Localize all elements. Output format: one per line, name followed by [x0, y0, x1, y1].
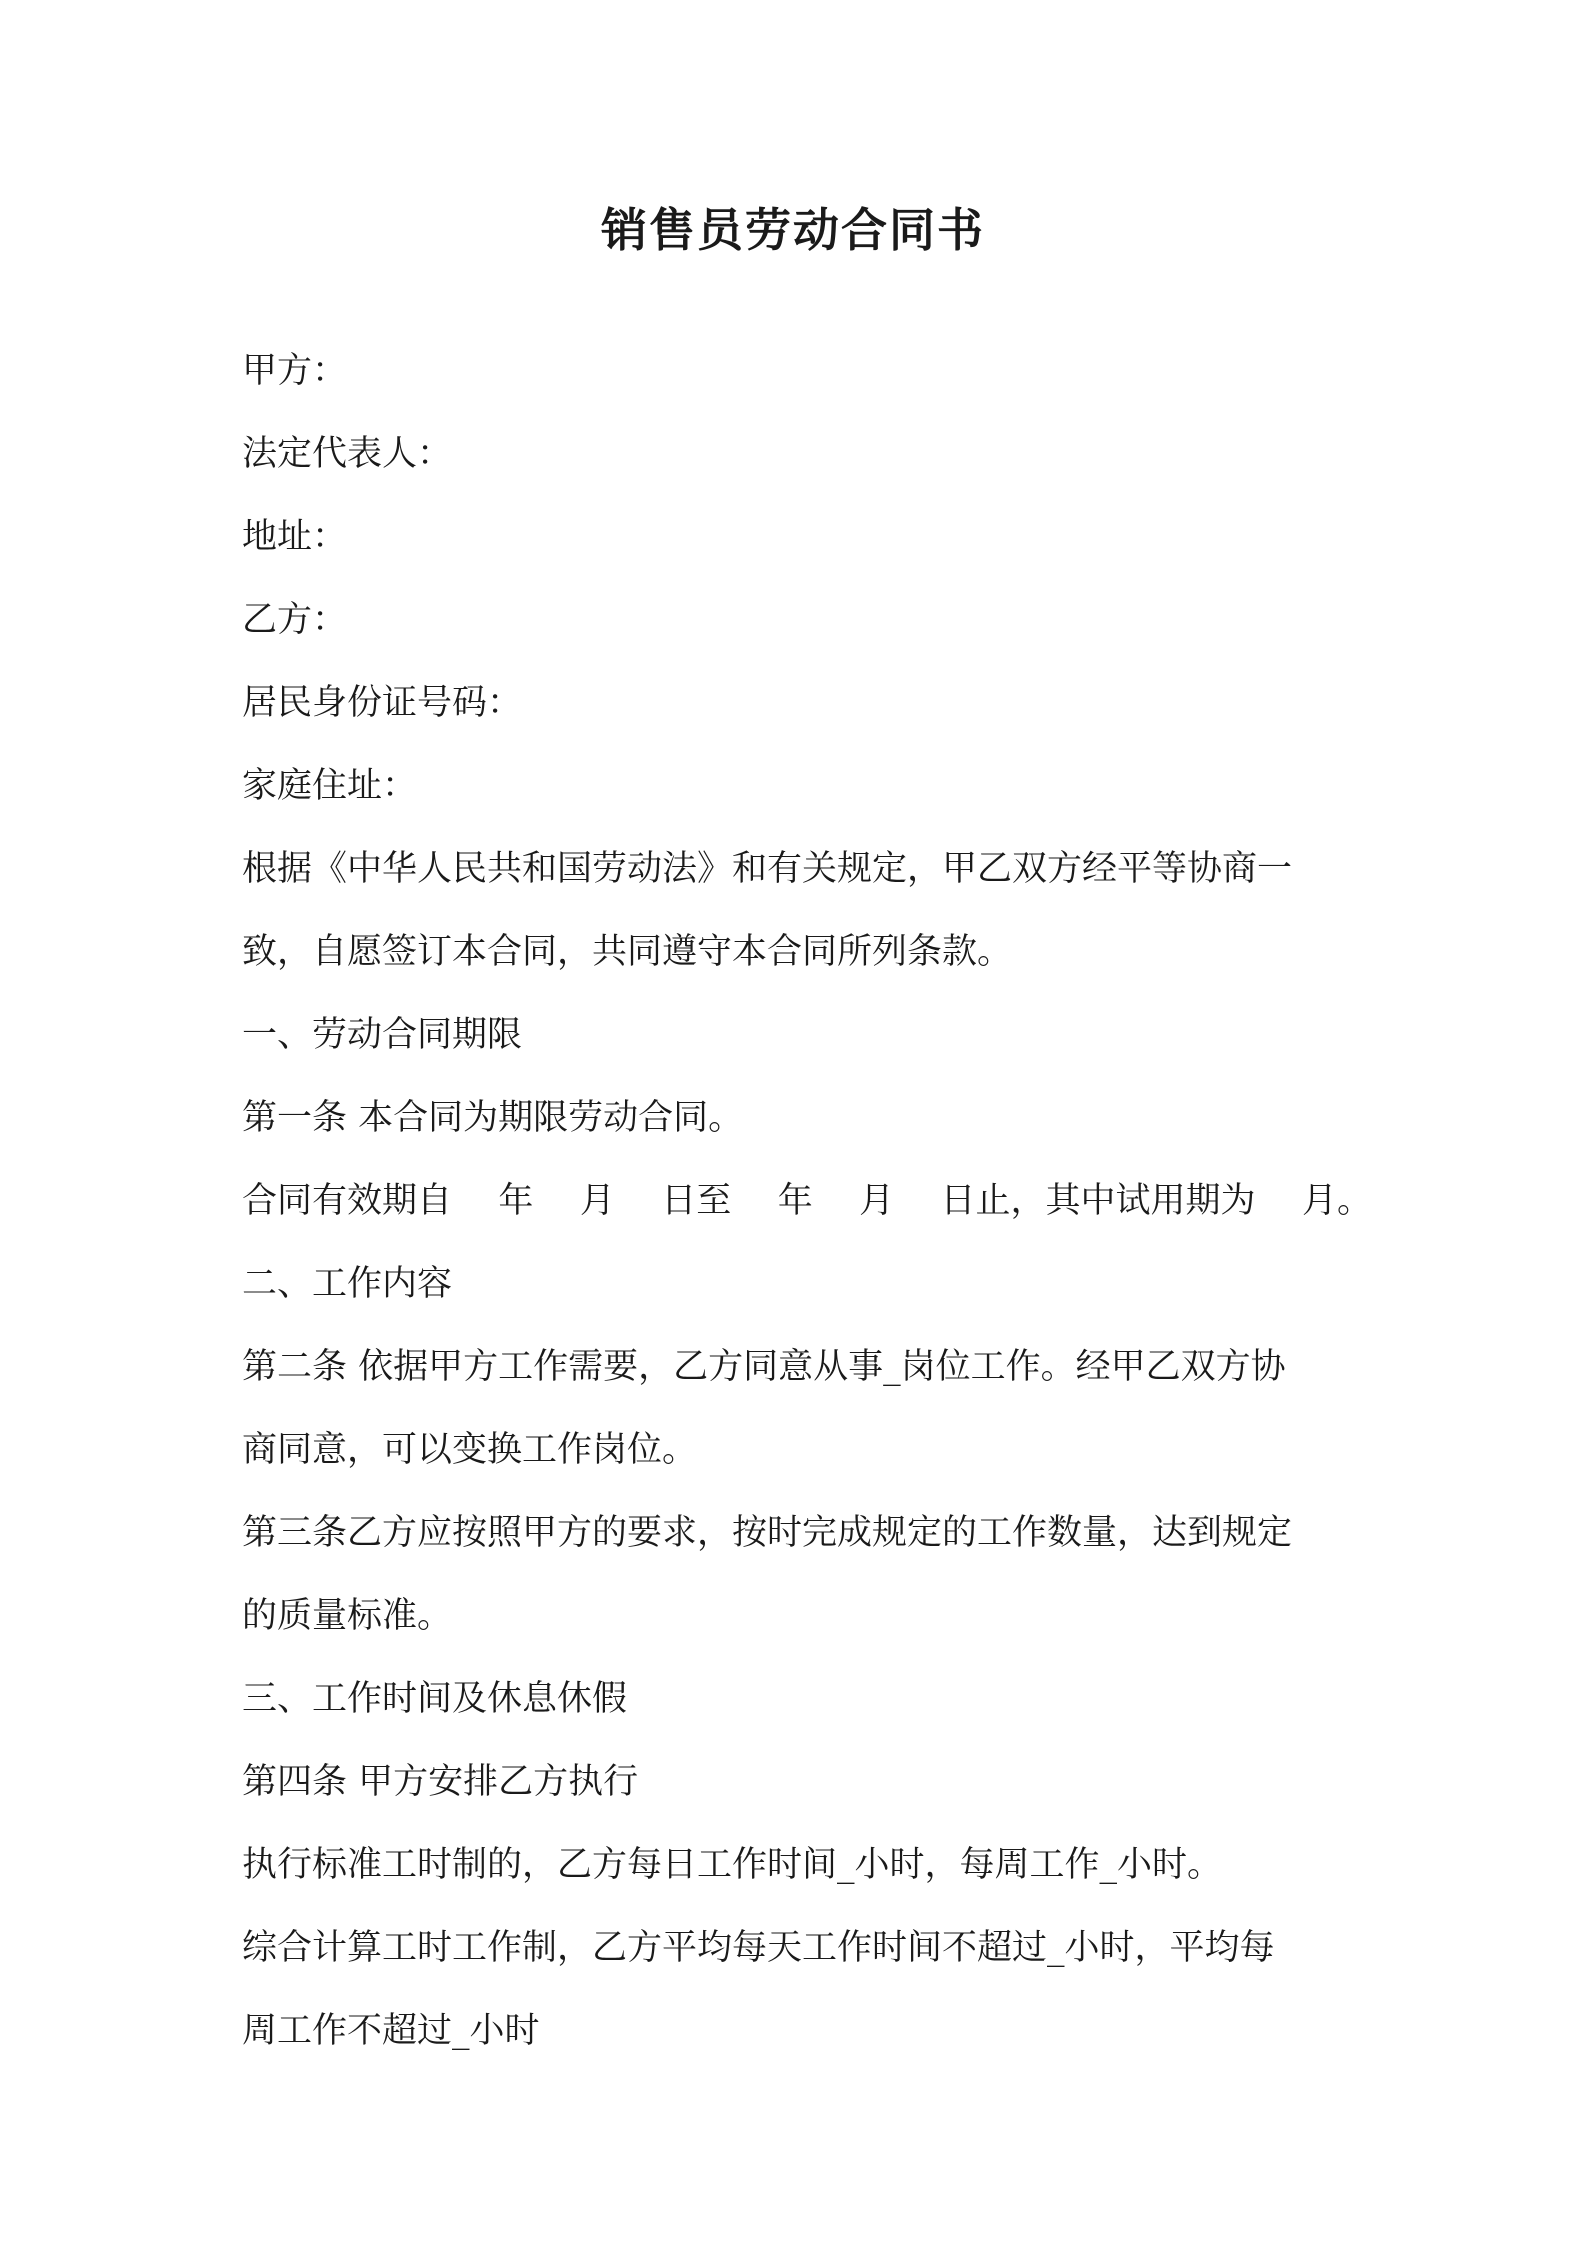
article-4: 第四条 甲方安排乙方执行 — [242, 1762, 639, 1802]
legal-representative-label: 法定代表人： — [242, 434, 453, 474]
home-address-label: 家庭住址： — [242, 766, 418, 806]
date-part: 月 — [579, 1181, 615, 1221]
comprehensive-hours-line-2: 周工作不超过_小时 — [242, 2011, 540, 2051]
article-3-line-1: 第三条乙方应按照甲方的要求，按时完成规定的工作数量，达到规定 — [242, 1513, 1293, 1553]
date-part: 年 — [498, 1181, 534, 1221]
date-part: 月 — [859, 1181, 895, 1221]
date-part: 月。 — [1301, 1181, 1372, 1221]
date-part: 日止，其中试用期为 — [940, 1181, 1256, 1221]
article-3-line-2: 的质量标准。 — [242, 1596, 453, 1636]
contract-title: 销售员劳动合同书 — [601, 203, 985, 257]
preamble-line-2: 致，自愿签订本合同，共同遵守本合同所列条款。 — [242, 932, 1013, 972]
section-3-heading: 三、工作时间及休息休假 — [242, 1679, 628, 1719]
date-part: 日至 — [661, 1181, 732, 1221]
id-number-label: 居民身份证号码： — [242, 683, 523, 723]
address-label: 地址： — [242, 517, 348, 557]
party-b-label: 乙方： — [242, 600, 348, 640]
section-2-heading: 二、工作内容 — [242, 1264, 453, 1304]
preamble-line-1: 根据《中华人民共和国劳动法》和有关规定，甲乙双方经平等协商一 — [242, 849, 1293, 889]
article-1: 第一条 本合同为期限劳动合同。 — [242, 1098, 744, 1138]
contract-body — [242, 330, 1372, 2073]
standard-hours-line: 执行标准工时制的，乙方每日工作时间_小时，每周工作_小时。 — [242, 1845, 1223, 1885]
article-2-line-1: 第二条 依据甲方工作需要，乙方同意从事_岗位工作。经甲乙双方协 — [242, 1347, 1286, 1387]
date-part: 年 — [777, 1181, 813, 1221]
contract-period-line — [242, 1160, 1372, 1243]
party-a-label: 甲方： — [242, 351, 348, 391]
comprehensive-hours-line-1: 综合计算工时工作制，乙方平均每天工作时间不超过_小时，平均每 — [242, 1928, 1275, 1968]
article-2-line-2: 商同意，可以变换工作岗位。 — [242, 1430, 698, 1470]
date-part: 合同有效期自 — [242, 1181, 453, 1221]
section-1-heading: 一、劳动合同期限 — [242, 1015, 523, 1055]
